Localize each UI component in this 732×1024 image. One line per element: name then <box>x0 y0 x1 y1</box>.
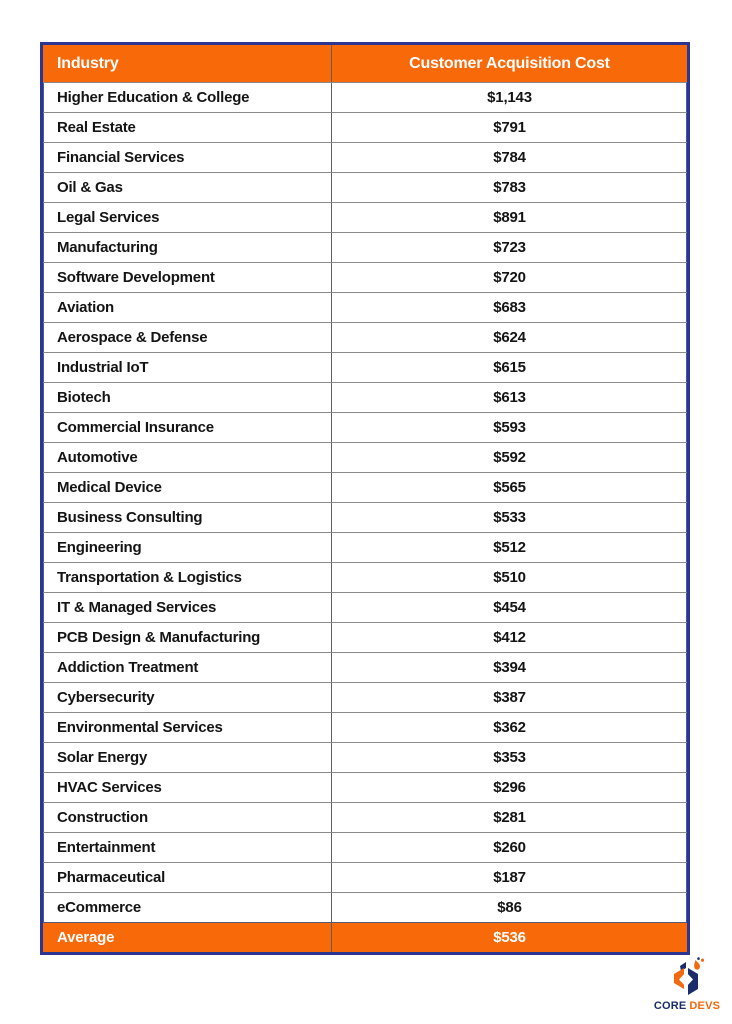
table-row <box>43 202 687 232</box>
table-row <box>43 892 687 922</box>
table-row <box>43 682 687 712</box>
core-devs-logo-text <box>654 1000 720 1012</box>
cac-cell: $412 <box>493 629 526 646</box>
cac-cell: $260 <box>493 839 526 856</box>
industry-cell: PCB Design & Manufacturing <box>43 623 332 652</box>
table-row <box>43 832 687 862</box>
column-header-cac: Customer Acquisition Cost <box>409 54 610 72</box>
cac-cell: $387 <box>493 689 526 706</box>
industry-cell: Business Consulting <box>43 503 332 532</box>
cac-cell: $533 <box>493 509 526 526</box>
cac-cell: $565 <box>493 479 526 496</box>
table-row <box>43 862 687 892</box>
industry-cell: Entertainment <box>43 833 332 862</box>
industry-cell: Software Development <box>43 263 332 292</box>
table-average-row <box>43 922 687 952</box>
industry-cell: Solar Energy <box>43 743 332 772</box>
table-row <box>43 742 687 772</box>
industry-cell: HVAC Services <box>43 773 332 802</box>
logo-text-core: CORE <box>653 1000 687 1012</box>
table-row <box>43 412 687 442</box>
industry-cell: Real Estate <box>43 113 332 142</box>
table-row <box>43 772 687 802</box>
cac-cell: $613 <box>493 389 526 406</box>
cac-cell: $510 <box>493 569 526 586</box>
industry-cell: IT & Managed Services <box>43 593 332 622</box>
table-row <box>43 712 687 742</box>
cac-cell: $394 <box>493 659 526 676</box>
industry-cell: Medical Device <box>43 473 332 502</box>
industry-cell: Aerospace & Defense <box>43 323 332 352</box>
industry-cell: eCommerce <box>43 893 332 922</box>
industry-cell: Biotech <box>43 383 332 412</box>
cac-cell: $624 <box>493 329 526 346</box>
table-row <box>43 562 687 592</box>
cac-cell: $592 <box>493 449 526 466</box>
table-row <box>43 502 687 532</box>
cac-cell: $512 <box>493 539 526 556</box>
cac-cell: $362 <box>493 719 526 736</box>
cac-cell: $615 <box>493 359 526 376</box>
table-row <box>43 112 687 142</box>
cac-cell: $723 <box>493 239 526 256</box>
industry-cell: Aviation <box>43 293 332 322</box>
logo-text-devs: DEVS <box>689 1000 721 1012</box>
industry-cell: Manufacturing <box>43 233 332 262</box>
cac-cell: $720 <box>493 269 526 286</box>
table-row <box>43 292 687 322</box>
cac-cell: $296 <box>493 779 526 796</box>
cac-cell: $784 <box>493 149 526 166</box>
table-row <box>43 532 687 562</box>
table-row <box>43 352 687 382</box>
industry-cell: Engineering <box>43 533 332 562</box>
table-row <box>43 802 687 832</box>
cac-cell: $86 <box>497 899 522 916</box>
industry-cell: Financial Services <box>43 143 332 172</box>
column-header-industry: Industry <box>43 45 332 82</box>
table-row <box>43 172 687 202</box>
table-row <box>43 82 687 112</box>
table-row <box>43 442 687 472</box>
cac-cell: $791 <box>493 119 526 136</box>
table-row <box>43 142 687 172</box>
industry-cell: Oil & Gas <box>43 173 332 202</box>
core-devs-logo <box>652 957 722 1012</box>
table-row <box>43 652 687 682</box>
table-body <box>43 82 687 922</box>
table-row <box>43 262 687 292</box>
cac-cell: $187 <box>493 869 526 886</box>
cac-cell: $891 <box>493 209 526 226</box>
industry-cell: Pharmaceutical <box>43 863 332 892</box>
industry-cell: Construction <box>43 803 332 832</box>
industry-cell: Legal Services <box>43 203 332 232</box>
industry-cell: Industrial IoT <box>43 353 332 382</box>
table-row <box>43 322 687 352</box>
table-row <box>43 592 687 622</box>
average-label-cell: Average <box>43 923 332 952</box>
cac-cell: $454 <box>493 599 526 616</box>
industry-cell: Transportation & Logistics <box>43 563 332 592</box>
table-header-row <box>43 45 687 82</box>
table-row <box>43 382 687 412</box>
industry-cell: Commercial Insurance <box>43 413 332 442</box>
cac-cell: $1,143 <box>487 89 532 106</box>
table-row <box>43 232 687 262</box>
cac-cell: $783 <box>493 179 526 196</box>
industry-cell: Addiction Treatment <box>43 653 332 682</box>
table-row <box>43 472 687 502</box>
cac-cell: $281 <box>493 809 526 826</box>
industry-cell: Cybersecurity <box>43 683 332 712</box>
table-row <box>43 622 687 652</box>
cac-table <box>40 42 690 955</box>
cac-cell: $683 <box>493 299 526 316</box>
industry-cell: Higher Education & College <box>43 83 332 112</box>
core-devs-logo-icon <box>665 957 709 999</box>
industry-cell: Automotive <box>43 443 332 472</box>
cac-cell: $353 <box>493 749 526 766</box>
cac-cell: $593 <box>493 419 526 436</box>
industry-cell: Environmental Services <box>43 713 332 742</box>
average-value-cell: $536 <box>493 929 526 946</box>
